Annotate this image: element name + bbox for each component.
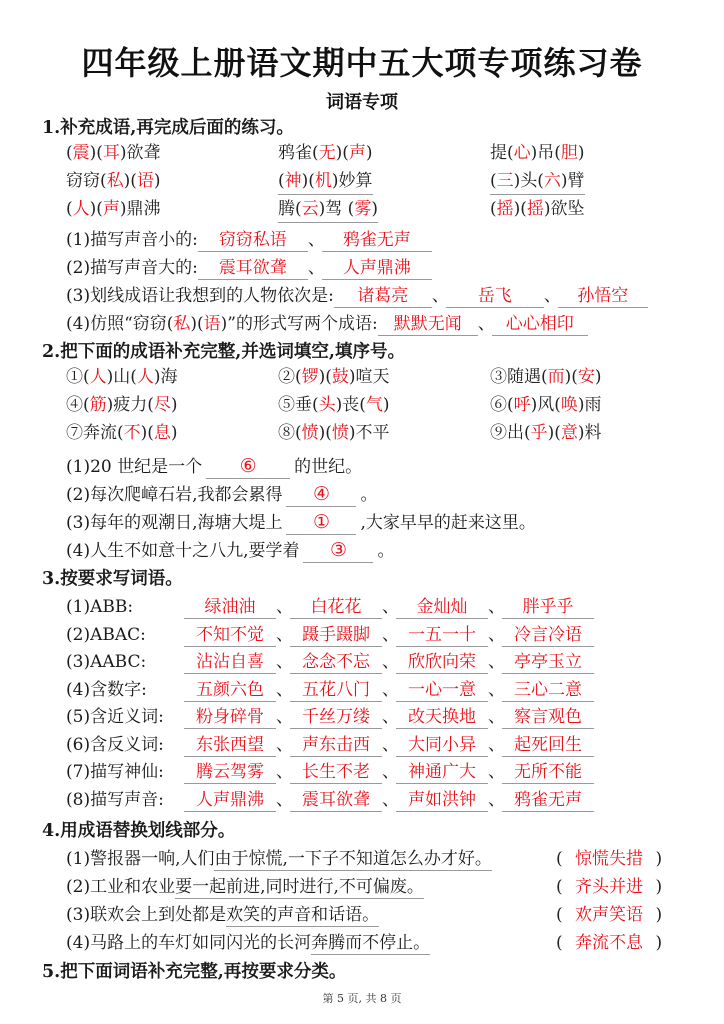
given-text: ⑥(	[490, 395, 514, 415]
q5-heading: 5.把下面词语补充完整,再按要求分类。	[42, 962, 347, 982]
q2-fill-sentence	[66, 455, 362, 479]
q1-idiom-cell	[490, 197, 585, 221]
q1-subquestion	[66, 312, 588, 336]
paren-close: )	[650, 933, 663, 953]
given-text: ②(	[278, 367, 302, 387]
given-text: )	[382, 395, 390, 415]
answer-char: 心	[513, 143, 531, 163]
q1-idiom-cell	[66, 141, 161, 165]
q4-sentence	[66, 903, 379, 927]
separator: 、	[382, 679, 399, 700]
sentence-text: (1)警报器一响,人们	[66, 849, 215, 869]
given-text: )	[365, 143, 373, 163]
answer-blank[interactable]: 不知不觉	[184, 624, 276, 647]
separator: 、	[382, 597, 399, 617]
row-label: (4)含数字:	[66, 679, 147, 700]
row-label: (7)描写神仙:	[66, 762, 164, 782]
answer-char: 私	[106, 171, 124, 191]
given-text: )臂	[560, 171, 585, 191]
answer-blank[interactable]: 震耳欲聋	[290, 789, 382, 812]
separator: 、	[382, 624, 399, 645]
answer-paren[interactable]	[556, 931, 662, 955]
given-text: )	[594, 367, 602, 387]
given-text: ③随遇(	[490, 367, 548, 387]
q2-idiom-cell	[66, 393, 178, 417]
separator: 、	[276, 597, 293, 617]
sentence-after: 的世纪。	[294, 457, 363, 477]
answer-char: 愤	[301, 423, 319, 443]
q3-row	[66, 760, 594, 784]
separator: 、	[276, 652, 293, 672]
answer-blank[interactable]: 无所不能	[502, 761, 594, 784]
given-text: )雨	[577, 395, 602, 415]
q1-idiom-cell	[66, 169, 161, 193]
given-text: ⑤垂(	[278, 395, 319, 415]
answer-char: 乎	[530, 423, 548, 443]
answer-blank[interactable]: 人声鼎沸	[184, 789, 276, 812]
given-text: )鼎沸	[119, 199, 161, 219]
row-label: (5)含近义词:	[66, 707, 164, 727]
q1-subquestion	[66, 284, 648, 308]
answer-blank[interactable]: 欣欣向荣	[396, 651, 488, 674]
separator: 、	[488, 597, 505, 617]
given-text: )料	[577, 423, 602, 443]
answer-char: 呼	[513, 395, 531, 415]
separator: 、	[488, 707, 505, 727]
q3-row	[66, 678, 594, 702]
q4-heading: 4.用成语替换划线部分。	[42, 821, 236, 841]
q4-sentence	[66, 931, 430, 955]
answer-char: 不	[123, 423, 141, 443]
separator: 、	[276, 707, 293, 727]
answer-blank[interactable]: 蹑手蹑脚	[290, 624, 382, 647]
answer-char: 摇	[526, 199, 544, 219]
q2-heading: 2.把下面的成语补充完整,并选词填空,填序号。	[42, 342, 405, 362]
separator: 、	[276, 679, 293, 700]
separator: 、	[276, 624, 293, 645]
given-text: )	[371, 199, 378, 219]
answer-blank[interactable]: 长生不老	[290, 761, 382, 784]
sentence-before: (3)每年的观潮日,海塘大堤上	[66, 513, 283, 533]
answer-blank[interactable]: 五颜六色	[184, 679, 276, 702]
paren-open: (	[556, 933, 569, 953]
answer-blank[interactable]: 亭亭玉立	[502, 651, 594, 674]
paren-open: (	[556, 849, 569, 869]
separator: 、	[276, 734, 293, 755]
given-text: )山(	[106, 367, 137, 387]
paren-close: )	[650, 877, 663, 897]
given-text: )头(	[513, 171, 544, 191]
row-label: (2)ABAC:	[66, 624, 146, 645]
q1-idiom-cell	[490, 169, 585, 195]
answer-char: 人	[136, 367, 154, 387]
given-text: )风(	[530, 395, 561, 415]
answer-char: 胆	[560, 143, 578, 163]
separator: 、	[382, 652, 399, 672]
answer-blank[interactable]: 鸦雀无声	[322, 229, 432, 252]
answer-blank[interactable]: 三心二意	[502, 679, 594, 702]
given-text: (	[66, 143, 73, 163]
answer-blank[interactable]: 冷言冷语	[502, 624, 594, 647]
answer-blank[interactable]	[286, 511, 356, 535]
answer-char: 语	[136, 171, 154, 191]
given-text: )欲聋	[119, 143, 161, 163]
separator: 、	[488, 789, 505, 810]
question-label: (2)描写声音大的:	[66, 258, 198, 278]
given-text: (	[278, 171, 285, 191]
answer-blank[interactable]: 腾云驾雾	[184, 761, 276, 784]
row-label: (6)含反义词:	[66, 734, 164, 755]
answer-blank[interactable]: 东张西望	[184, 734, 276, 757]
q2-idiom-cell	[490, 421, 602, 445]
answer-char: 唤	[560, 395, 578, 415]
page-subtitle: 词语专项	[326, 92, 398, 113]
q1-idiom-cell	[278, 169, 373, 195]
answer-blank[interactable]: 鸦雀无声	[502, 789, 594, 812]
answer-blank[interactable]: 粉身碎骨	[184, 706, 276, 729]
separator: 、	[477, 314, 495, 334]
answer-char: 声	[348, 143, 366, 163]
answer-blank[interactable]: 起死回生	[502, 734, 594, 757]
q3-row	[66, 733, 594, 757]
answer-idiom: 奔流不息	[575, 933, 644, 953]
answer-blank[interactable]: 绿油油	[184, 596, 276, 619]
given-text: )丧(	[335, 395, 366, 415]
answer-char: 人	[72, 199, 90, 219]
row-label: (8)描写声音:	[66, 789, 164, 810]
answer-blank[interactable]: 胖乎乎	[502, 596, 594, 619]
answer-char: 雾	[354, 199, 372, 219]
q2-fill-sentence	[66, 483, 377, 507]
given-text: )(	[564, 367, 578, 387]
q2-fill-sentence	[66, 511, 536, 535]
answer-blank[interactable]: 金灿灿	[396, 596, 488, 619]
separator: 、	[276, 789, 293, 810]
q1-subquestion	[66, 228, 432, 252]
q1-subquestion	[66, 256, 432, 280]
answer-char: 耳	[102, 143, 120, 163]
q2-idiom-cell	[66, 421, 178, 445]
given-text: )(	[190, 314, 204, 334]
given-text: )(	[318, 423, 332, 443]
given-text: )不平	[348, 423, 390, 443]
paren-close: )	[650, 849, 663, 869]
answer-number: ①	[312, 511, 330, 533]
answer-number: ③	[329, 539, 347, 561]
answer-char: 语	[203, 314, 221, 334]
answer-char: 锣	[301, 367, 319, 387]
answer-idiom: 欢声笑语	[575, 905, 644, 925]
given-text: (	[490, 171, 497, 191]
answer-blank[interactable]	[286, 483, 356, 507]
separator: 、	[382, 734, 399, 755]
paren-open: (	[556, 877, 569, 897]
given-text: 腾(	[278, 199, 302, 219]
q2-idiom-cell	[278, 393, 390, 417]
given-text: )喧天	[348, 367, 390, 387]
answer-blank[interactable]: 沾沾自喜	[184, 651, 276, 674]
answer-char: 意	[560, 423, 578, 443]
sentence-after: 。	[377, 541, 395, 561]
given-text: (4)仿照“窃窃(	[66, 314, 174, 334]
q4-sentence	[66, 847, 492, 871]
answer-char: 而	[547, 367, 565, 387]
answer-char: 头	[318, 395, 336, 415]
given-text: ④(	[66, 395, 90, 415]
paren-open: (	[556, 905, 569, 925]
given-text: )(	[547, 423, 561, 443]
q1-idiom-cell	[490, 141, 585, 165]
answer-blank[interactable]: 千丝万缕	[290, 706, 382, 729]
q3-heading: 3.按要求写词语。	[42, 569, 183, 589]
q1-idiom-cell	[66, 197, 161, 221]
separator: 、	[488, 734, 505, 755]
given-text: ①(	[66, 367, 90, 387]
sentence-before: (1)20 世纪是一个	[66, 457, 203, 477]
given-text: )(	[335, 143, 349, 163]
q1-idiom-cell	[278, 197, 378, 223]
answer-char: 神	[284, 171, 302, 191]
q1-idiom-cell	[278, 141, 373, 165]
answer-char: 愤	[331, 423, 349, 443]
q2-idiom-cell	[66, 365, 178, 389]
answer-blank[interactable]: 一五一十	[396, 624, 488, 647]
given-text: )妙算	[331, 171, 373, 191]
answer-blank[interactable]: 声东击西	[290, 734, 382, 757]
separator: 、	[488, 762, 505, 782]
q2-fill-sentence	[66, 539, 394, 563]
answer-blank[interactable]: 孙悟空	[558, 285, 648, 308]
sentence-text: (4)马路上的车灯如同闪光的长河	[66, 933, 312, 953]
answer-char: 鼓	[331, 367, 349, 387]
answer-paren[interactable]	[556, 875, 662, 899]
paren-close: )	[650, 905, 663, 925]
answer-char: 三	[496, 171, 514, 191]
separator: 、	[382, 789, 399, 810]
answer-blank[interactable]	[206, 455, 290, 479]
answer-blank[interactable]: 震耳欲聋	[198, 257, 308, 280]
underlined-phrase: 由于惊慌,一下子不知道怎么办才好。	[214, 849, 492, 869]
given-text: )(	[140, 423, 154, 443]
answer-char: 震	[72, 143, 90, 163]
given-text: ⑧(	[278, 423, 302, 443]
q4-sentence	[66, 875, 424, 899]
separator: 、	[276, 762, 293, 782]
question-label: (1)描写声音小的:	[66, 230, 198, 250]
answer-blank[interactable]: 默默无闻	[378, 313, 478, 336]
given-text: 鸦雀(	[278, 143, 319, 163]
sentence-before: (4)人生不如意十之八九,要学着	[66, 541, 300, 561]
given-text: )海	[153, 367, 178, 387]
given-text: )	[577, 143, 585, 163]
given-text: )	[170, 423, 178, 443]
separator: 、	[488, 679, 505, 700]
given-text: (	[66, 199, 73, 219]
q3-row	[66, 650, 594, 674]
answer-blank[interactable]	[303, 539, 373, 563]
answer-paren[interactable]	[556, 903, 662, 927]
separator: 、	[382, 707, 399, 727]
answer-char: 摇	[496, 199, 514, 219]
answer-number: ④	[312, 483, 330, 505]
row-label: (3)AABC:	[66, 652, 147, 672]
answer-char: 尽	[153, 395, 171, 415]
given-text: )(	[123, 171, 137, 191]
given-text: ⑨出(	[490, 423, 531, 443]
answer-char: 息	[153, 423, 171, 443]
given-text: )(	[89, 143, 103, 163]
answer-char: 私	[173, 314, 191, 334]
underlined-phrase: 要一起前进,同时进行,不可偏废。	[175, 877, 424, 897]
given-text: )欲坠	[543, 199, 585, 219]
sentence-text: (2)工业和农业	[66, 877, 176, 897]
page-footer: 第 5 页, 共 8 页	[322, 992, 402, 1005]
given-text: )疲力(	[106, 395, 154, 415]
sentence-text: (3)联欢会上到处都是	[66, 905, 227, 925]
given-text: 提(	[490, 143, 514, 163]
answer-char: 安	[577, 367, 595, 387]
answer-blank[interactable]: 五花八门	[290, 679, 382, 702]
q3-row	[66, 705, 594, 729]
answer-blank[interactable]: 窃窃私语	[198, 229, 308, 252]
given-text: )”的形式写两个成语:	[220, 314, 378, 334]
answer-char: 云	[301, 199, 319, 219]
q2-idiom-cell	[278, 421, 390, 445]
separator: 、	[488, 652, 505, 672]
answer-blank[interactable]: 神通广大	[396, 761, 488, 784]
row-label: (1)ABB:	[66, 597, 134, 617]
answer-paren[interactable]	[556, 847, 662, 871]
answer-blank[interactable]: 心心相印	[492, 313, 588, 336]
answer-blank[interactable]: 改天换地	[396, 706, 488, 729]
answer-idiom: 惊慌失措	[575, 849, 644, 869]
answer-char: 六	[543, 171, 561, 191]
answer-char: 人	[89, 367, 107, 387]
separator: 、	[488, 624, 505, 645]
question-label: (3)划线成语让我想到的人物依次是:	[66, 286, 334, 306]
answer-char: 声	[102, 199, 120, 219]
answer-char: 无	[318, 143, 336, 163]
answer-char: 气	[365, 395, 383, 415]
separator: 、	[307, 230, 325, 250]
q3-row	[66, 623, 594, 647]
underlined-phrase: 欢笑的声音和话语。	[226, 905, 380, 925]
answer-blank[interactable]: 白花花	[290, 596, 382, 619]
q3-row	[66, 595, 594, 619]
given-text: )(	[301, 171, 315, 191]
page-title: 四年级上册语文期中五大项专项练习卷	[81, 44, 643, 82]
sentence-after: ,大家早早的赶来这里。	[360, 513, 536, 533]
given-text: )(	[318, 367, 332, 387]
q1-heading: 1.补充成语,再完成后面的练习。	[42, 118, 294, 138]
given-text: )	[170, 395, 178, 415]
given-text: )驾 (	[318, 199, 355, 219]
given-text: 窃窃(	[66, 171, 107, 191]
separator: 、	[382, 762, 399, 782]
sentence-after: 。	[360, 485, 378, 505]
q2-idiom-cell	[490, 365, 602, 389]
answer-char: 机	[314, 171, 332, 191]
separator: 、	[307, 258, 325, 278]
given-text: (	[490, 199, 497, 219]
answer-char: 筋	[89, 395, 107, 415]
answer-blank[interactable]: 诸葛亮	[334, 285, 432, 308]
answer-blank[interactable]: 念念不忘	[290, 651, 382, 674]
given-text: )	[153, 171, 161, 191]
answer-blank[interactable]: 声如洪钟	[396, 789, 488, 812]
answer-idiom: 齐头并进	[575, 877, 644, 897]
separator: 、	[543, 286, 561, 306]
answer-number: ⑥	[239, 455, 257, 477]
given-text: )吊(	[530, 143, 561, 163]
sentence-before: (2)每次爬嶂石岩,我都会累得	[66, 485, 283, 505]
answer-blank[interactable]: 一心一意	[396, 679, 488, 702]
given-text: ⑦奔流(	[66, 423, 124, 443]
underlined-phrase: 奔腾而不停止。	[311, 933, 431, 953]
given-text: )(	[89, 199, 103, 219]
q2-idiom-cell	[278, 365, 390, 389]
answer-blank[interactable]: 岳飞	[446, 285, 544, 308]
answer-blank[interactable]: 大同小异	[396, 734, 488, 757]
given-text: )(	[513, 199, 527, 219]
answer-blank[interactable]: 察言观色	[502, 706, 594, 729]
answer-blank[interactable]: 人声鼎沸	[322, 257, 432, 280]
separator: 、	[431, 286, 449, 306]
q3-row	[66, 788, 594, 812]
q2-idiom-cell	[490, 393, 602, 417]
